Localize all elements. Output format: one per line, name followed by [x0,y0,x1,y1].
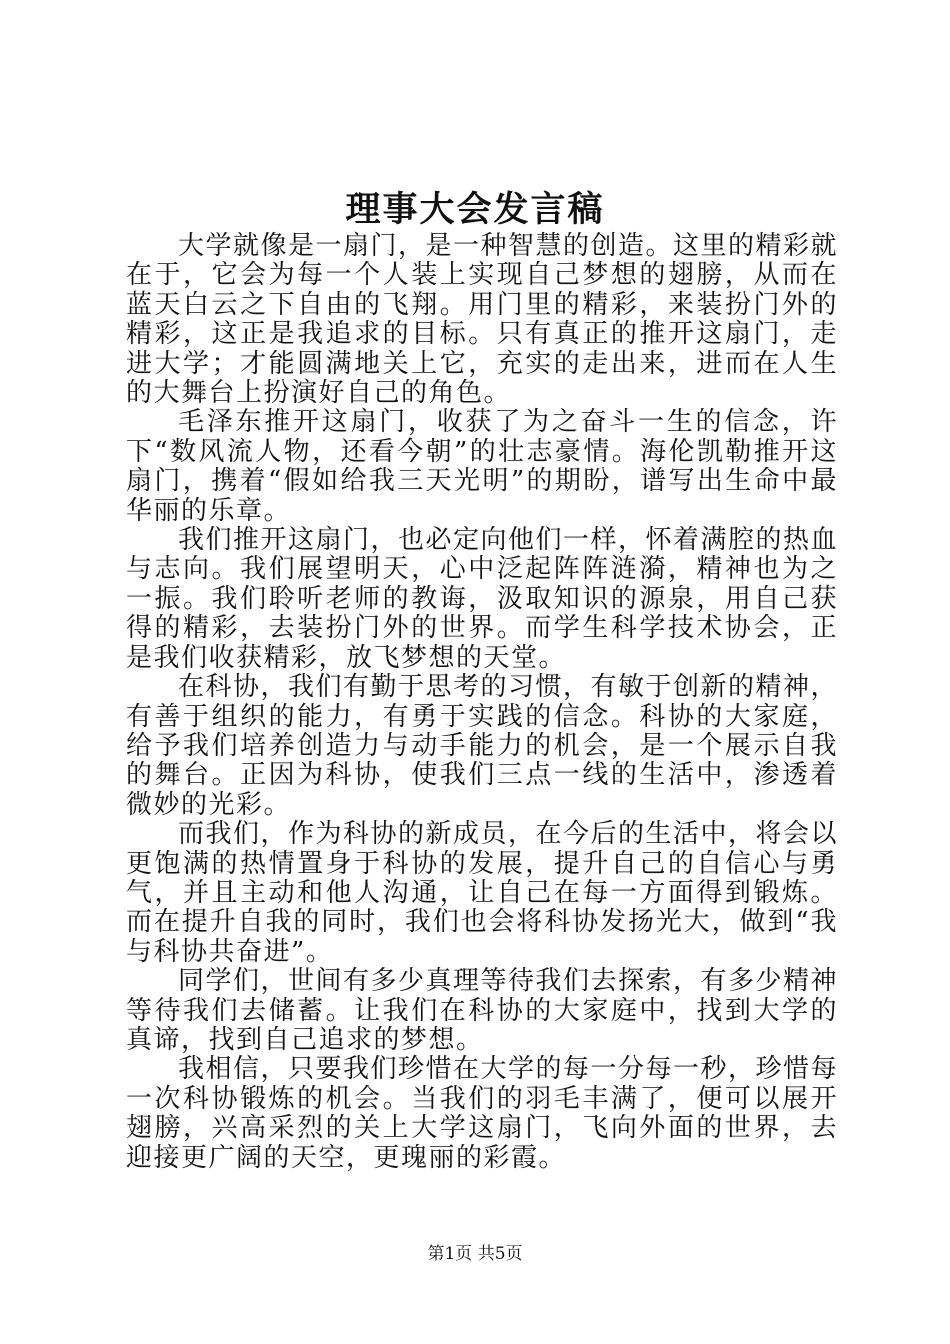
document-body [126,232,838,1173]
document-title: 理事大会发言稿 [345,189,605,230]
paragraph-6: 同学们，世间有多少真理等待我们去探索，有多少精神等待我们去储蓄。让我们在科协的大家庭中，找到大学的真谛，找到自己追求的梦想。 [126,966,839,1055]
paragraph-2: 毛泽东推开这扇门，收获了为之奋斗一生的信念，许下“数风流人物，还看今朝”的壮志豪情。海伦凯勒推开这扇门，携着“假如给我三天光明”的期盼，谱写出生命中最华丽的乐章。 [126,407,838,526]
paragraph-7: 我相信，只要我们珍惜在大学的每一分每一秒，珍惜每一次科协锻炼的机会。当我们的羽毛丰满了，便可以展开翅膀，兴高采烈的关上大学这扇门，飞向外面的世界，去迎接更广阔的天空，更瑰丽的彩霞。 [126,1054,839,1173]
paragraph-1: 大学就像是一扇门，是一种智慧的创造。这里的精彩就在于，它会为每一个人装上实现自己梦想的翅膀，从而在蓝天白云之下自由的飞翔。用门里的精彩，来装扮门外的精彩，这正是我追求的目标。只有真正的推开这扇门，走进大学；才能圆满地关上它，充实的走出来，进而在人生的大舞台上扮演好自己的角色。 [126,231,839,409]
paragraph-3: 我们推开这扇门，也必定向他们一样，怀着满腔的热血与志向。我们展望明天，心中泛起阵阵涟漪，精神也为之一振。我们聆听老师的教诲，汲取知识的源泉，用自己获得的精彩，去装扮门外的世界。而学生科学技术协会，正是我们收获精彩，放飞梦想的天堂。 [126,525,839,673]
paragraph-5: 而我们，作为科协的新成员，在今后的生活中，将会以更饱满的热情置身于科协的发展，提升自己的自信心与勇气，并且主动和他人沟通，让自己在每一方面得到锻炼。而在提升自我的同时，我们也会将科协发扬光大，做到“我与科协共奋进”。 [126,819,839,967]
page-footer: 第1页 共5页 [427,1244,523,1264]
paragraph-4: 在科协，我们有勤于思考的习惯，有敏于创新的精神，有善于组织的能力，有勇于实践的信念。科协的大家庭，给予我们培养创造力与动手能力的机会，是一个展示自我的舞台。正因为科协，使我们三点一线的生活中，渗透着微妙的光彩。 [126,672,839,820]
